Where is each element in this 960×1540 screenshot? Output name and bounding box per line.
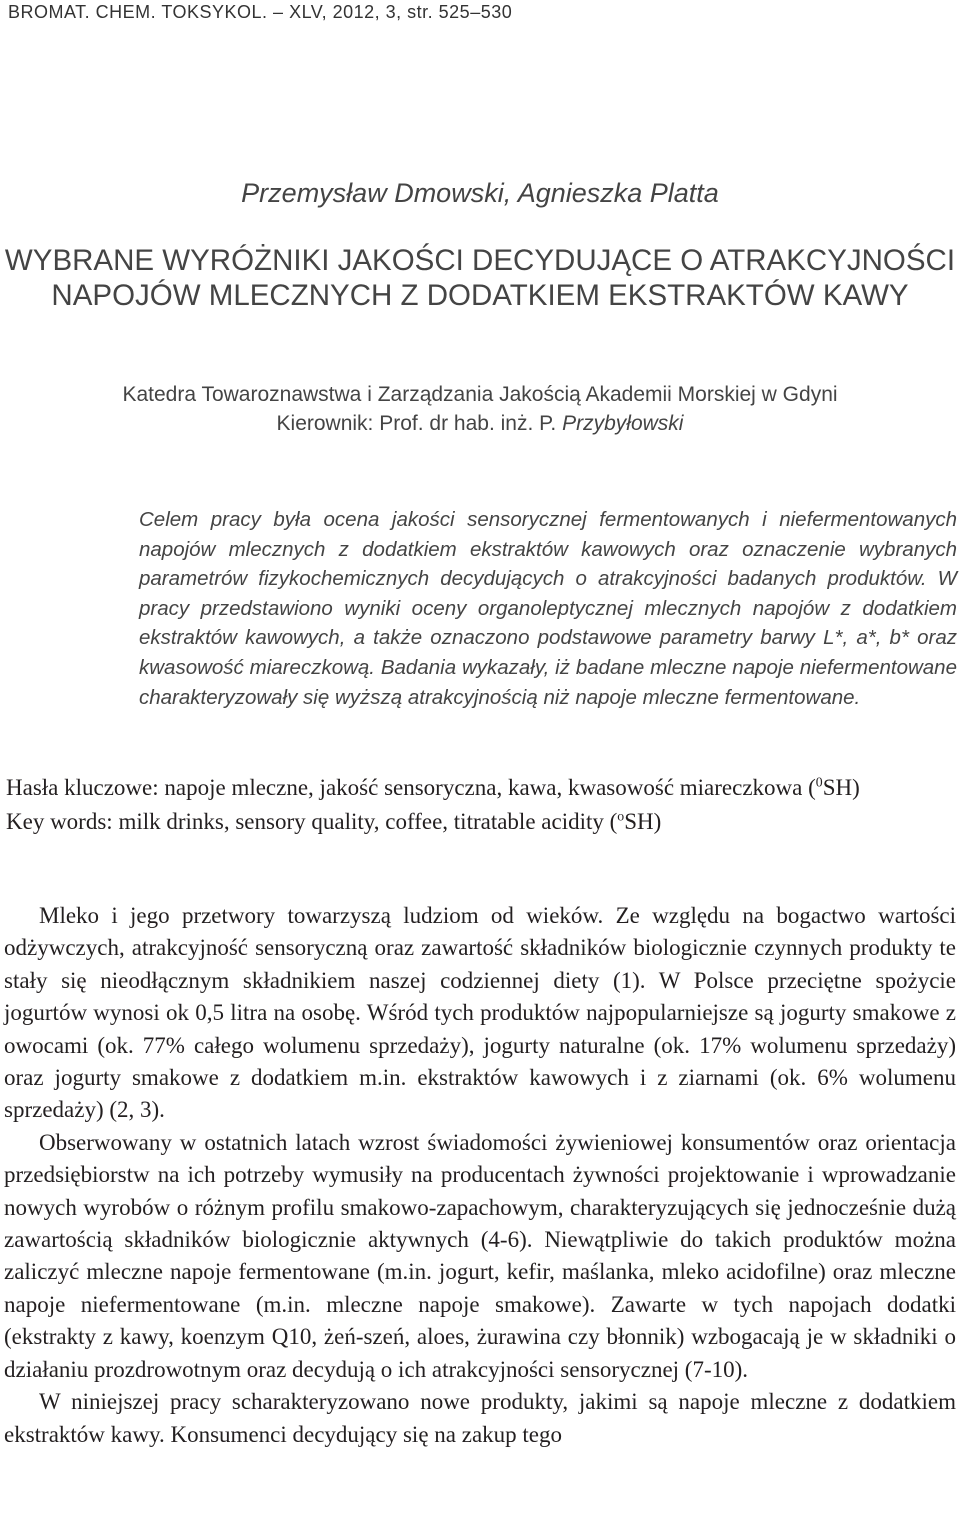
department-head-name: Przybyłowski	[562, 412, 684, 435]
department-head-label: Kierownik: Prof. dr hab. inż. P.	[276, 412, 557, 435]
paragraph: Mleko i jego przetwory towarzyszą ludziom od wieków. Ze względu na bogactwo wartości odżywczych, atrakcyjność sensoryczną oraz zawartość składników biologicznie czynnych produkty te stały się nieodłącznym składnikiem naszej codziennej diety (1). W Polsce przeciętne spożycie jogurtów wynosi ok 0,5 litra na osobę. Wśród tych produktów najpopularniejsze są jogurty smakowe z owocami (ok. 77% całego wolumenu sprzedaży), jogurty naturalne (ok. 17% wolumenu sprzedaży) oraz jogurty smakowe z dodatkiem m.in. ekstraktów kawowych i z ziarnami (ok. 6% wolumenu sprzedaży) (2, 3).	[4, 903, 956, 1123]
keywords-english-tail: SH)	[624, 808, 662, 834]
paragraph: W niniejszej pracy scharakteryzowano nowe produkty, jakimi są napoje mleczne z dodatkiem ekstraktów kawy. Konsumenci decydujący się na zakup tego	[4, 1389, 956, 1447]
body-text	[4, 900, 956, 1451]
keywords-english-label: Key words:	[6, 808, 113, 834]
keywords-english-text: milk drinks, sensory quality, coffee, titratable acidity (	[118, 808, 618, 834]
journal-header: BROMAT. CHEM. TOKSYKOL. – XLV, 2012, 3, str. 525–530	[8, 2, 513, 22]
keywords-polish-tail: SH)	[822, 775, 860, 800]
authors: Przemysław Dmowski, Agnieszka Platta	[241, 178, 719, 208]
affiliation: Katedra Towaroznawstwa i Zarządzania Jakością Akademii Morskiej w Gdyni	[122, 383, 838, 406]
department-head	[0, 409, 960, 438]
keywords-polish-text: napoje mleczne, jakość sensoryczna, kawa, kwasowość miareczkowa (	[164, 775, 816, 800]
paper-title: WYBRANE WYRÓŻNIKI JAKOŚCI DECYDUJĄCE O ATRAKCYJNOŚCI NAPOJÓW MLECZNYCH Z DODATKIEM EKSTRAKTÓW KAWY	[4, 244, 956, 312]
affiliation-block	[0, 380, 960, 438]
keywords-block	[6, 772, 956, 837]
keywords-english	[6, 806, 956, 838]
keywords-english-sup: o	[617, 807, 625, 823]
keywords-polish-sup: 0	[815, 774, 823, 790]
keywords-polish-label: Hasła kluczowe:	[6, 775, 159, 800]
abstract: Celem pracy była ocena jakości sensorycznej fermentowanych i niefermentowanych napojów mlecznych z dodatkiem ekstraktów kawowych oraz oznaczenie wybranych parametrów fizykochemicznych decydujących o atrakcyjności badanych produktów. W pracy przedstawiono wyniki oceny organoleptycznej mlecznych napojów z dodatkiem ekstraktów kawowych, a także oznaczono podstawowe parametry barwy L*, a*, b* oraz kwasowość miareczkową. Badania wykazały, iż badane mleczne napoje niefermentowane charakteryzowały się wyższą atrakcyjnością niż napoje mleczne fermentowane.	[139, 508, 957, 709]
keywords-polish	[6, 772, 956, 804]
paragraph: Obserwowany w ostatnich latach wzrost świadomości żywieniowej konsumentów oraz orientacja przedsiębiorstw na ich potrzeby wymusiły na producentach żywności projektowanie i wprowadzanie nowych wyrobów o różnym profilu smakowo-zapachowym, charakteryzujących się jednocześnie dużą zawartością składników biologicznie aktywnych (4-6). Niewątpliwie do takich produktów można zaliczyć mleczne napoje fermentowane (m.in. jogurt, kefir, maślanka, mleko acidofilne) oraz mleczne napoje niefermentowane (m.in. mleczne napoje smakowe). Zawarte w tych napojach dodatki (ekstrakty z kawy, koenzym Q10, żeń-szeń, aloes, żurawina czy błonnik) wzbogacają je w składniki o działaniu prozdrowotnym oraz decydują o ich atrakcyjności sensorycznej (7-10).	[4, 1129, 956, 1382]
